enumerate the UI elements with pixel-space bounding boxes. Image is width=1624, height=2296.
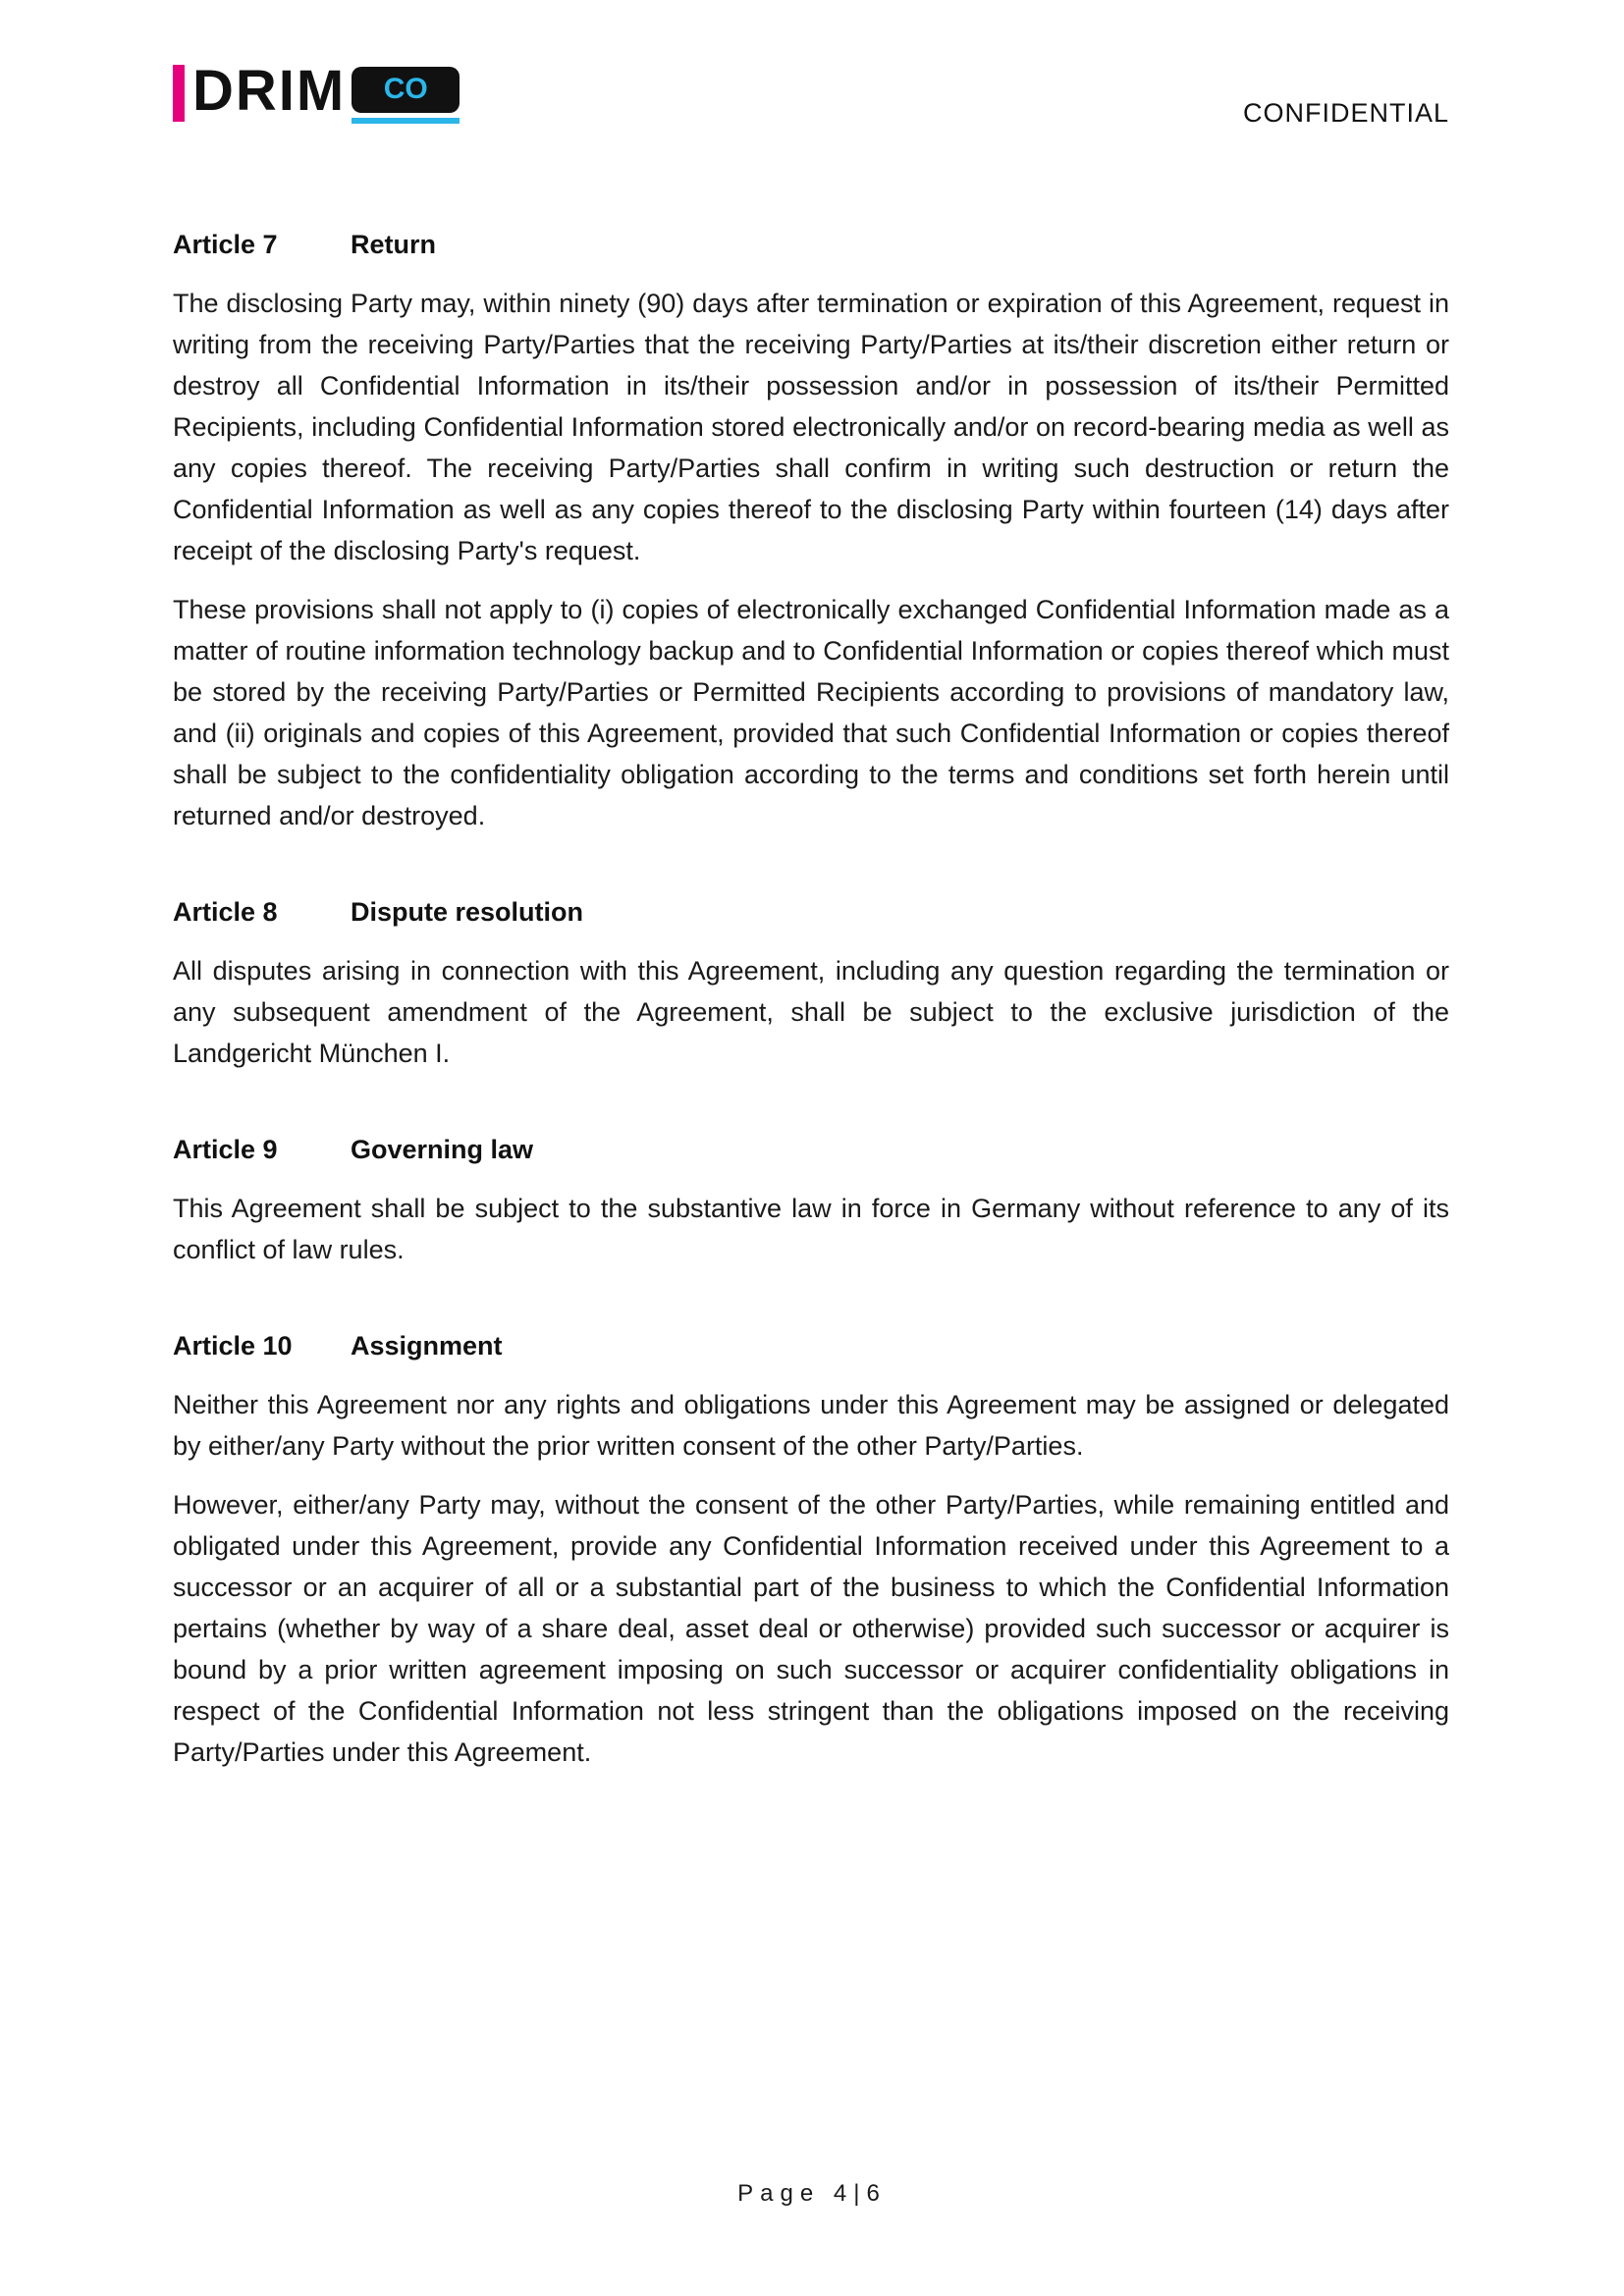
- article-8-heading: [173, 891, 1449, 933]
- document-body: [173, 224, 1449, 1773]
- logo-cyan-underline-icon: [352, 118, 460, 124]
- confidential-label: CONFIDENTIAL: [1242, 98, 1449, 128]
- article-8-paragraph-1: All disputes arising in connection with this Agreement, including any question regarding the termination or any subsequent amendment of the Agreement, shall be subject to the exclusive jurisdiction of the Landgericht München I.: [173, 956, 1449, 1068]
- article-10-number: Article 10: [173, 1331, 293, 1361]
- article-9-number: Article 9: [173, 1135, 278, 1164]
- article-8-number: Article 8: [173, 897, 278, 927]
- article-9-title: Governing law: [351, 1135, 534, 1164]
- article-9-paragraph-1: This Agreement shall be subject to the substantive law in force in Germany without reference to any of its conflict of law rules.: [173, 1194, 1449, 1264]
- article-7-paragraph-1: The disclosing Party may, within ninety (90) days after termination or expiration of this Agreement, request in writing from the receiving Party/Parties that the receiving Party/Parties at its/their discretion either return or destroy all Confidential Information in its/their possession and/or in possession of its/their Permitted Recipients, including Confidential Information stored electronically and/or on record-bearing media as well as any copies thereof. The receiving Party/Parties shall confirm in writing such destruction or return the Confidential Information as well as any copies thereof to the disclosing Party within fourteen (14) days after receipt of the disclosing Party's request.: [173, 289, 1449, 565]
- article-7-number: Article 7: [173, 230, 278, 259]
- article-7-heading: [173, 224, 1449, 265]
- article-10-paragraph-2: However, either/any Party may, without the consent of the other Party/Parties, while remaining entitled and obligated under this Agreement, provide any Confidential Information received under this Agreement to a successor or an acquirer of all or a substantial part of the business to which the Confidential Information pertains (whether by way of a share deal, asset deal or otherwise) provided such successor or acquirer is bound by a prior written agreement imposing on such successor or acquirer confidentiality obligations in respect of the Confidential Information not less stringent than the obligations imposed on the receiving Party/Parties under this Agreement.: [173, 1490, 1449, 1767]
- article-7-title: Return: [351, 230, 436, 259]
- article-7-paragraph-2: These provisions shall not apply to (i) copies of electronically exchanged Confidential Information made as a matter of routine information technology backup and to Confidential Information or copies thereof which must be stored by the receiving Party/Parties or Permitted Recipients according to provisions of mandatory law, and (ii) originals and copies of this Agreement, provided that such Confidential Information or copies thereof shall be subject to the confidentiality obligation according to the terms and conditions set forth herein until returned and/or destroyed.: [173, 595, 1449, 830]
- drimco-logo: [173, 59, 460, 139]
- article-10-heading: [173, 1325, 1449, 1366]
- article-8-section: [173, 891, 1449, 1074]
- article-8-title: Dispute resolution: [351, 897, 584, 927]
- logo-wordmark: DRIM: [192, 59, 347, 123]
- page-header: [173, 59, 1449, 139]
- logo-magenta-bar-icon: [173, 65, 185, 122]
- article-10-section: [173, 1325, 1449, 1773]
- article-10-title: Assignment: [351, 1331, 503, 1361]
- article-7-section: [173, 224, 1449, 836]
- article-9-heading: [173, 1129, 1449, 1170]
- article-9-section: [173, 1129, 1449, 1270]
- logo-co-badge: CO: [352, 67, 460, 113]
- article-10-paragraph-1: Neither this Agreement nor any rights and obligations under this Agreement may be assigned or delegated by either/any Party without the prior written consent of the other Party/Parties.: [173, 1390, 1449, 1461]
- page-number-footer: Page 4|6: [737, 2180, 887, 2207]
- logo-co-block: [352, 67, 460, 124]
